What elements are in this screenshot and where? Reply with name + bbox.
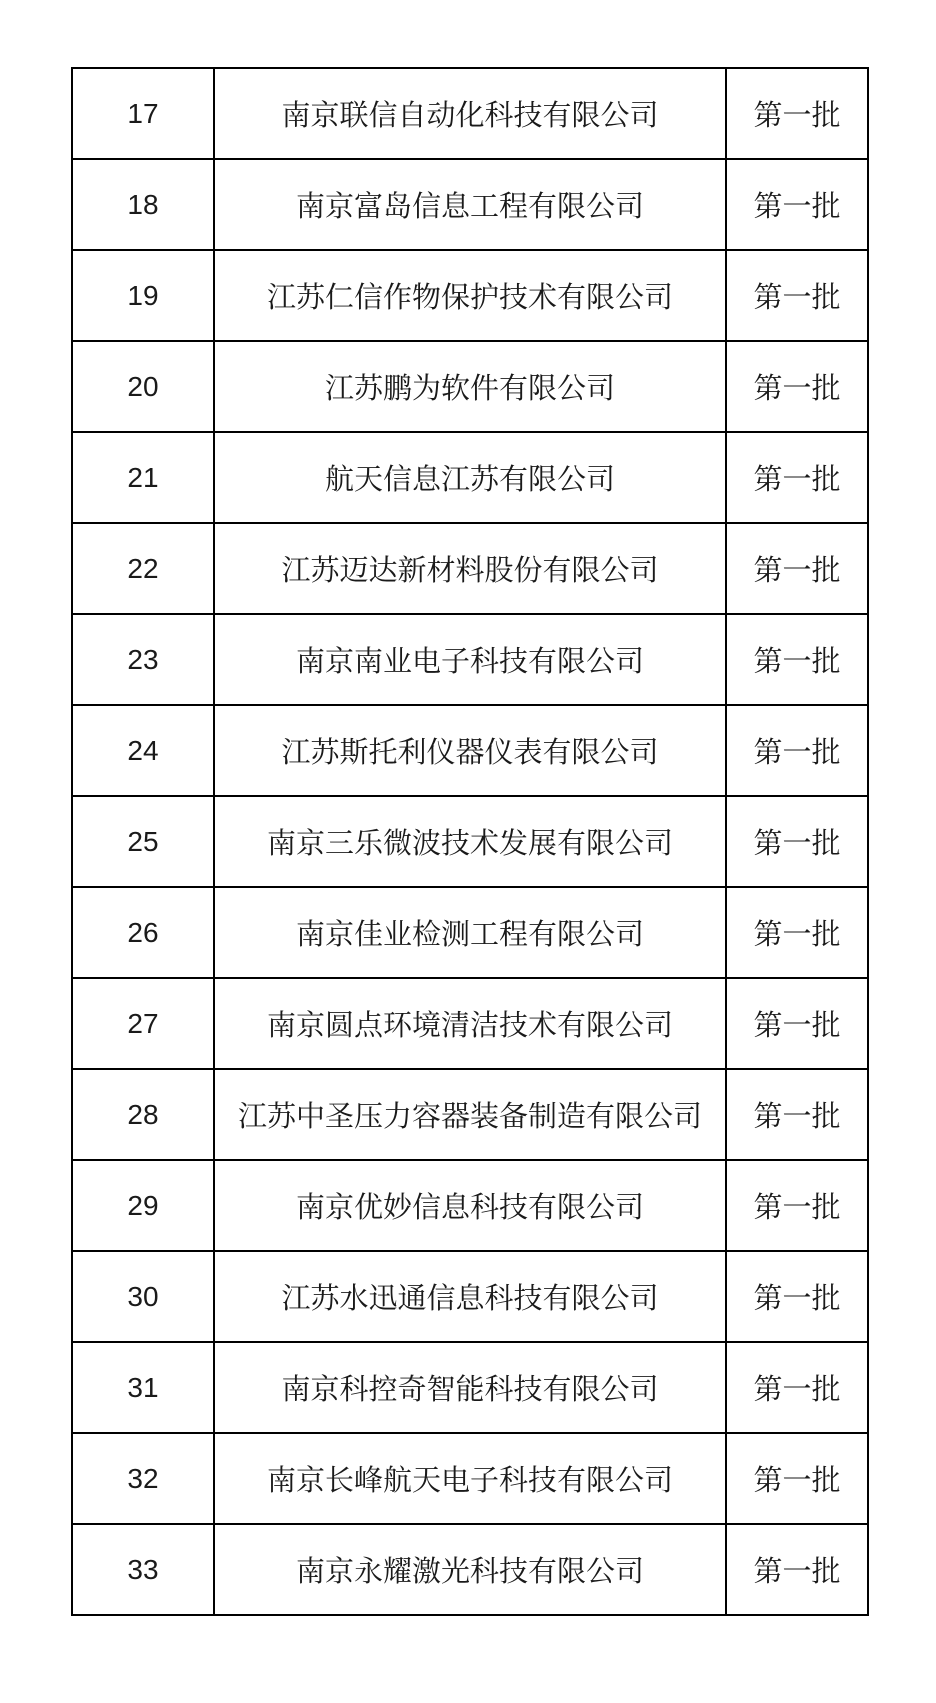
batch-label: 第一批 bbox=[726, 614, 868, 705]
company-name: 南京联信自动化科技有限公司 bbox=[214, 68, 726, 159]
company-name: 南京佳业检测工程有限公司 bbox=[214, 887, 726, 978]
batch-label: 第一批 bbox=[726, 1433, 868, 1524]
table-row bbox=[72, 432, 868, 523]
row-number: 17 bbox=[72, 68, 214, 159]
company-name: 航天信息江苏有限公司 bbox=[214, 432, 726, 523]
row-number: 33 bbox=[72, 1524, 214, 1615]
table-row bbox=[72, 1069, 868, 1160]
company-name: 南京富岛信息工程有限公司 bbox=[214, 159, 726, 250]
table-row bbox=[72, 1433, 868, 1524]
company-name: 南京圆点环境清洁技术有限公司 bbox=[214, 978, 726, 1069]
company-name: 江苏中圣压力容器装备制造有限公司 bbox=[214, 1069, 726, 1160]
company-list-table bbox=[71, 67, 869, 1616]
table-row bbox=[72, 978, 868, 1069]
table-row bbox=[72, 1524, 868, 1615]
company-name: 江苏水迅通信息科技有限公司 bbox=[214, 1251, 726, 1342]
company-name: 江苏斯托利仪器仪表有限公司 bbox=[214, 705, 726, 796]
batch-label: 第一批 bbox=[726, 341, 868, 432]
batch-label: 第一批 bbox=[726, 887, 868, 978]
row-number: 20 bbox=[72, 341, 214, 432]
row-number: 32 bbox=[72, 1433, 214, 1524]
row-number: 19 bbox=[72, 250, 214, 341]
batch-label: 第一批 bbox=[726, 978, 868, 1069]
batch-label: 第一批 bbox=[726, 250, 868, 341]
batch-label: 第一批 bbox=[726, 1524, 868, 1615]
table-row bbox=[72, 887, 868, 978]
table-row bbox=[72, 68, 868, 159]
row-number: 31 bbox=[72, 1342, 214, 1433]
row-number: 18 bbox=[72, 159, 214, 250]
batch-label: 第一批 bbox=[726, 68, 868, 159]
table-row bbox=[72, 341, 868, 432]
batch-label: 第一批 bbox=[726, 1069, 868, 1160]
row-number: 30 bbox=[72, 1251, 214, 1342]
batch-label: 第一批 bbox=[726, 705, 868, 796]
row-number: 22 bbox=[72, 523, 214, 614]
batch-label: 第一批 bbox=[726, 1342, 868, 1433]
batch-label: 第一批 bbox=[726, 523, 868, 614]
batch-label: 第一批 bbox=[726, 796, 868, 887]
row-number: 26 bbox=[72, 887, 214, 978]
company-list-body bbox=[72, 68, 868, 1615]
table-row bbox=[72, 1160, 868, 1251]
table-row bbox=[72, 705, 868, 796]
company-name: 南京优妙信息科技有限公司 bbox=[214, 1160, 726, 1251]
table-row bbox=[72, 796, 868, 887]
row-number: 21 bbox=[72, 432, 214, 523]
row-number: 28 bbox=[72, 1069, 214, 1160]
company-name: 南京长峰航天电子科技有限公司 bbox=[214, 1433, 726, 1524]
row-number: 23 bbox=[72, 614, 214, 705]
table-row bbox=[72, 614, 868, 705]
company-name: 江苏迈达新材料股份有限公司 bbox=[214, 523, 726, 614]
company-name: 南京永耀激光科技有限公司 bbox=[214, 1524, 726, 1615]
table-row bbox=[72, 159, 868, 250]
row-number: 24 bbox=[72, 705, 214, 796]
batch-label: 第一批 bbox=[726, 1160, 868, 1251]
row-number: 27 bbox=[72, 978, 214, 1069]
batch-label: 第一批 bbox=[726, 159, 868, 250]
batch-label: 第一批 bbox=[726, 1251, 868, 1342]
table-row bbox=[72, 523, 868, 614]
table-row bbox=[72, 250, 868, 341]
company-name: 江苏鹏为软件有限公司 bbox=[214, 341, 726, 432]
company-name: 南京科控奇智能科技有限公司 bbox=[214, 1342, 726, 1433]
company-name: 江苏仁信作物保护技术有限公司 bbox=[214, 250, 726, 341]
row-number: 29 bbox=[72, 1160, 214, 1251]
table-row bbox=[72, 1251, 868, 1342]
table-row bbox=[72, 1342, 868, 1433]
company-name: 南京南业电子科技有限公司 bbox=[214, 614, 726, 705]
company-name: 南京三乐微波技术发展有限公司 bbox=[214, 796, 726, 887]
batch-label: 第一批 bbox=[726, 432, 868, 523]
row-number: 25 bbox=[72, 796, 214, 887]
